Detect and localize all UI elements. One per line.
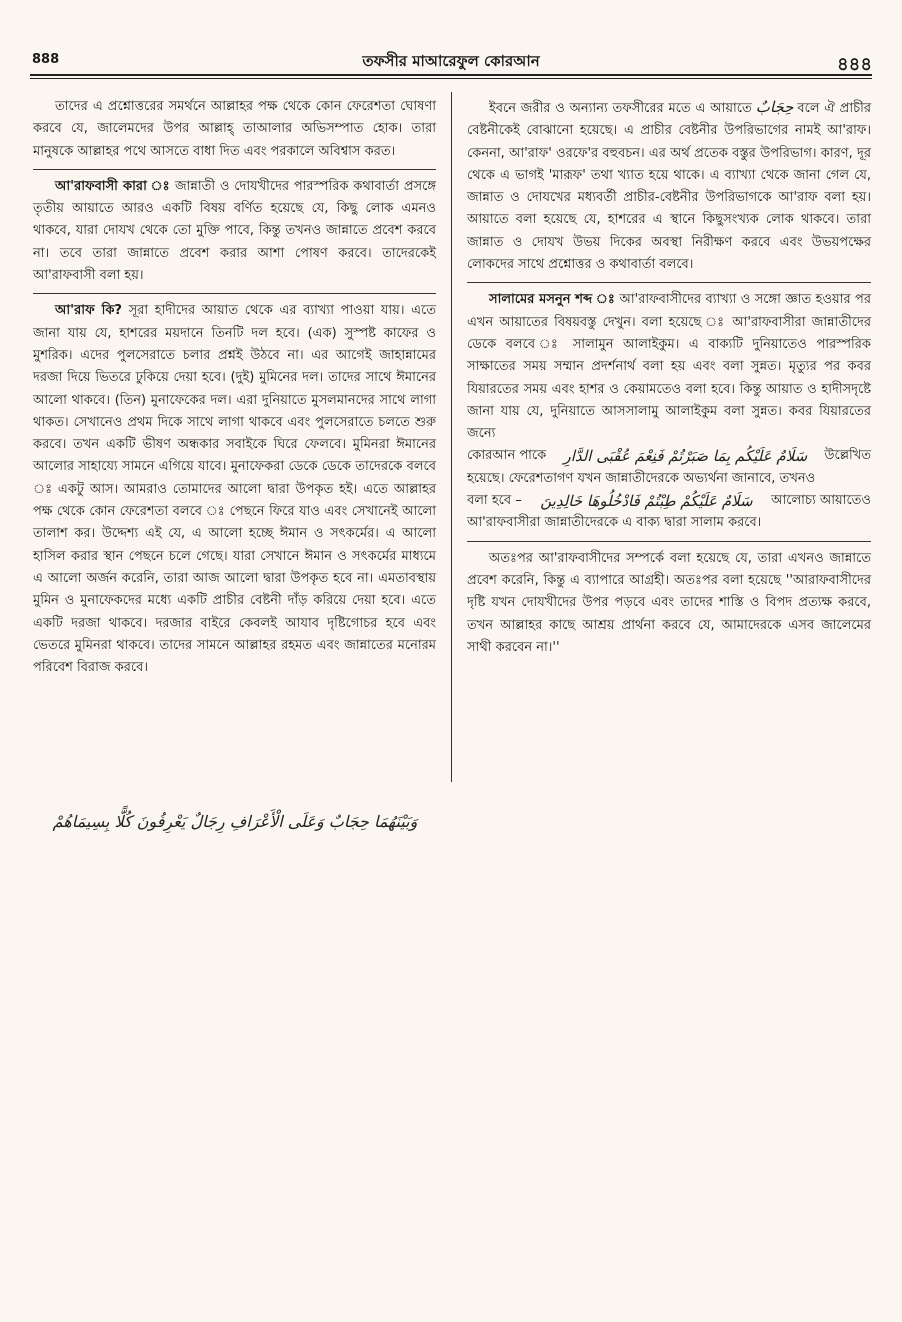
- paragraph-text: সূরা হাদীদের আয়াত থেকে এর ব্যাখ্যা পাওয়া যায়। এতে জানা যায় যে, হাশরের ময়দানে তিনটি দল হবে। (এক) সুস্পষ্ট কাফের ও মুশরিক। এদের পুলসেরাতে চলার প্রশ্নই উঠবে না। এর আগেই জাহান্নামের দরজা দিয়ে ভিতরে ঢুকিয়ে দেয়া হবে। (দুই) মুমিনের দল। তাদের সাথে ঈমানের আলো থাকবে। (তিন) মুনাফেকের দল। এরা দুনিয়াতে মুসলমানদের সাথে লাগা থাকত। সেখানেও প্রথম দিকে সাথে লাগা থাকবে এবং পুলসেরাতে চলতে শুরু করবে। তখন একটি ভীষণ অন্ধকার সবাইকে ঘিরে ফেলবে। মুমিনরা ঈমানের আলোর সাহায্যে সামনে এগিয়ে যাবে। মুনাফেকরা ডেকে ডেকে তাদেরকে বলবে ঃ একটু আস। আমরাও তোমাদের আলো দ্বারা উপকৃত হই। এতে আল্লাহর পক্ষ থেকে কোন ফেরেশতা বলবে ঃ পেছনে ফিরে যাও এবং সেখানেই আলো তালাশ কর। উদ্দেশ্য এই যে, এ আলো হচ্ছে ঈমান ও সৎকর্মের। এ আলো হাসিল করার স্থান পেছনে চলে গেছে। যারা সেখানে ঈমান ও সৎকর্মের মাধ্যমে এ আলো অর্জন করেনি, তারা আজ আলো দ্বারা উপকৃত হবে না। এমতাবস্থায় মুমিন ও মুনাফেকদের মধ্যে একটি প্রাচীর বেষ্টনী দাঁড় করিয়ে দেয়া হবে। এতে একটি দরজা থাকবে। দরজার বাইরে কেবলই আযাব দৃষ্টিগোচর হবে এবং ভেতরে মুমিনরা থাকবে। তাদের সামনে আল্লাহর রহমত এবং জান্নাতের মনোরম পরিবেশ বিরাজ করবে।: [33, 303, 436, 676]
- paragraph-text: আ'রাফবাসীদের ব্যাখ্যা ও সঙ্গো জ্ঞাত হওয়ার পর এখন আয়াতের বিষয়বস্তু দেখুন। বলা হয়েছে ঃ আ'রাফবাসীরা জান্নাতীদের ডেকে বলবে ঃ সালামুন আলাইকুম। এ বাক্যটি দুনিয়াতেও পারস্পরিক সাক্ষাতের সময় সম্মান প্রদর্শনার্থ বলা হয় এবং বলা সুন্নত। মৃত্যুর পর কবর যিয়ারতের সময় এবং হাশর ও কেয়ামতেও বলা হবে। কিন্তু আয়াত ও হাদীসদৃষ্টে জানা যায় যে, দুনিয়াতে আসসালামু আলাইকুম বলা সুন্নত। কবর যিয়ারতের জন্যে: [467, 292, 871, 442]
- paragraph-separator: [467, 282, 871, 283]
- arabic-verse-inline: سَلَامٌ عَلَيْكُم بِمَا صَبَرْتُمْ فَنِعْمَ عُقْبَى الدَّارِ: [563, 447, 808, 466]
- paragraph-text: ইবনে জরীর ও অন্যান্য তফসীরের মতে এ আয়াতে: [489, 101, 752, 116]
- left-column: [33, 96, 436, 679]
- left-paragraph-3: [33, 300, 436, 679]
- right-column: [467, 96, 871, 659]
- paragraph-text: বলে ঐ প্রাচীর বেষ্টনীকেই বোঝানো হয়েছে। এ প্রাচীর বেষ্টনীর উপরিভাগের নামই আ'রাফ। কেননা, আ'রাফ' ওরফে'র বহুবচন। এর অর্থ প্রতেক বস্তুর উপরিভাগ। কারণ, দূর থেকে এ ভাগই 'মারূফ' তথা খ্যাত হয়ে থাকে। এ ব্যাখ্যা থেকে জানা গেল যে, জান্নাত ও দোযখের মধ্যবর্তী প্রাচীর-বেষ্টনীর উপরিভাগকে আ'রাফ বলা হয়। আয়াতে বলা হয়েছে যে, হাশরের এ স্থানে কিছুসংখ্যক লোক থাকবে। তারা জান্নাত ও দোযখ উভয় দিকের অবস্থা নিরীক্ষণ করবে এবং উভয়পক্ষের লোকদের সাথে প্রশ্নোত্তর ও কথাবার্তা বলবে।: [467, 101, 871, 273]
- page-header-title: তফসীর মাআরেফুল কোরআন: [362, 52, 540, 70]
- section-heading: আ'রাফবাসী কারা ঃ: [55, 178, 171, 194]
- section-heading: সালামের মসনুন শব্দ ঃ: [489, 292, 616, 308]
- arabic-line-2: [467, 490, 871, 512]
- right-paragraph-2: [467, 289, 871, 445]
- paragraph-separator: [467, 541, 871, 542]
- right-paragraph-2-end: আ'রাফবাসীরা জান্নাতীদেরকে এ বাক্য দ্বারা সালাম করবে।: [467, 515, 762, 531]
- right-paragraph-2-cont: হয়েছে। ফেরেশতাগণ যখন জান্নাতীদেরকে অভ্যর্থনা জানাবে, তখনও: [467, 470, 816, 486]
- arabic-line-1: [467, 445, 871, 467]
- right-paragraph-3: অতঃপর আ'রাফবাসীদের সম্পর্কে বলা হয়েছে যে, তারা এখনও জান্নাতে প্রবেশ করেনি, কিন্তু এ ব্যাপারে আগ্রহী। অতঃপর বলা হয়েছে ''আরাফবাসীদের দৃষ্টি যখন দোযখীদের উপর পড়বে এবং তাদের শাস্তি ও বিপদ প্রত্যক্ষ করবে, তখন আল্লাহর কাছে আশ্রয় প্রার্থনা করবে যে, আমাদেরকে এসব জালেমের সাথী করবেন না।'': [467, 550, 871, 655]
- left-paragraph-2: [33, 176, 436, 287]
- left-paragraph-1: তাদের এ প্রশ্নোত্তরের সমর্থনে আল্লাহর পক্ষ থেকে কোন ফেরেশতা ঘোষণা করবে যে, জালেমদের উপর আল্লাহ্ তাআলার অভিসম্পাত হোক। তারা মানুষকে আল্লাহর পথে আসতে বাধা দিত এবং পরকালে অবিশ্বাস করত।: [33, 99, 436, 159]
- paragraph-text: আলোচ্য আয়াতেও: [771, 493, 871, 509]
- column-divider: [451, 92, 452, 782]
- paragraph-text: জান্নাতী ও দোযখীদের পারস্পরিক কথাবার্তা প্রসঙ্গে তৃতীয় আয়াতে আরও একটি বিষয় বর্ণিত হয়েছে যে, কিছু লোক এমনও থাকবে, যারা দোযখ থেকে তো মুক্তি পাবে, কিন্তু তখনও জান্নাতে প্রবেশ করবে না। তবে তারা জান্নাতে প্রবেশ করার আশা পোষণ করবে। তাদেরকেই আ'রাফবাসী বলা হয়।: [33, 178, 436, 284]
- paragraph-text: বলা হবে –: [467, 493, 522, 509]
- header-rule-thin: [30, 78, 872, 79]
- page-number-bengali: ৪৪৪: [836, 54, 872, 75]
- arabic-verse-bottom: وَبَيْنَهُمَا حِجَابٌ وَعَلَى الْأَعْرَافِ رِجَالٌ يَعْرِفُونَ كُلًّا بِسِيمَاهُمْ: [52, 812, 418, 831]
- section-heading: আ'রাফ কি?: [55, 303, 122, 319]
- header-rule: [30, 74, 872, 76]
- paragraph-text: কোরআন পাকে: [467, 448, 547, 464]
- page-number: 888: [32, 52, 60, 67]
- paragraph-separator: [33, 293, 436, 294]
- paragraph-text: উল্লেখিত: [824, 448, 871, 464]
- arabic-verse-inline: سَلَامٌ عَلَيْكُمْ طِبْتُمْ فَادْخُلُوهَا خَالِدِينَ: [540, 492, 753, 511]
- paragraph-separator: [33, 169, 436, 170]
- right-paragraph-1: [467, 96, 871, 276]
- arabic-inline-word: حِجَابٌ: [755, 98, 794, 116]
